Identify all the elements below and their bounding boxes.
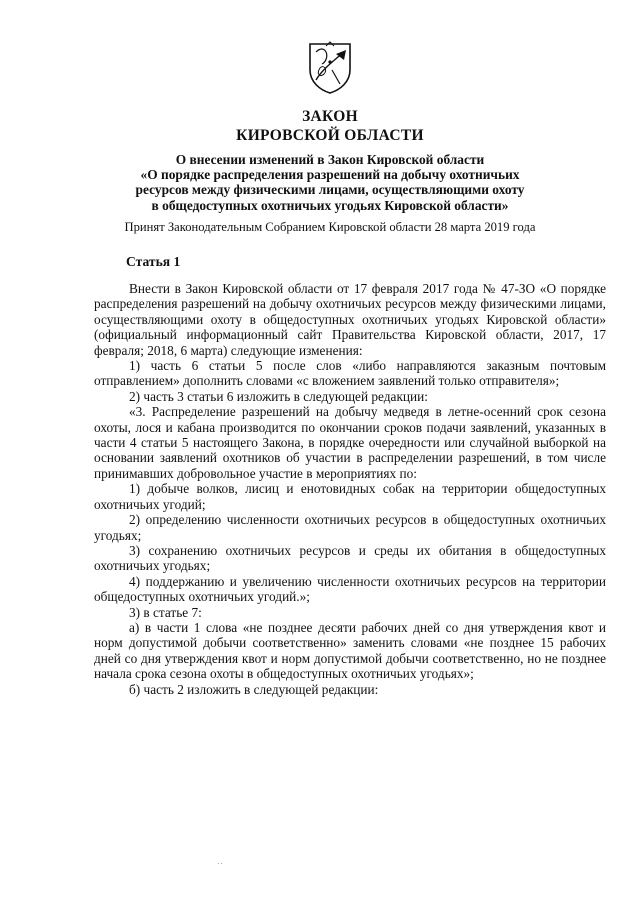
paragraph: Внести в Закон Кировской области от 17 февраля 2017 года № 47-ЗО «О порядке распределения разрешений на добычу охотничьих ресурсов между физическими лицами, осуществляющими охоту в общедоступных охотничьих угодьях Кировской области» (официальный информационный сайт Правительства Кировской области, 2017, 17 февраля; 2018, 6 марта) следующие изменения: xyxy=(94,281,606,358)
paragraph: 1) часть 6 статьи 5 после слов «либо направляются заказным почтовым отправлением» дополнить словами «с вложением заявлений только отправителя»; xyxy=(94,358,606,389)
law-label: ЗАКОН xyxy=(302,108,358,125)
paragraph: 3) сохранению охотничьих ресурсов и среды их обитания в общедоступных охотничьих угодьях; xyxy=(94,542,606,574)
paragraph: 3) в статье 7: xyxy=(129,604,202,620)
subtitle-line: в общедоступных охотничьих угодьях Кировской области» xyxy=(151,197,509,213)
subtitle-line: ресурсов между физическими лицами, осуществляющими охоту xyxy=(135,182,525,198)
paragraph: «3. Распределение разрешений на добычу медведя в летне-осенний срок сезона охоты, лося и кабана производится по окончании сроков подачи заявлений, указанных в части 4 статьи 5 настоящего Закона, в порядке очередности или случайной выборкой на основании заявлений охотников об участии в распределении разрешений, в том числе принимавших добровольное участие в мероприятиях по: xyxy=(94,404,606,481)
paragraph: а) в части 1 слова «не позднее десяти рабочих дней со дня утверждения квот и норм допустимой добычи соответственно» заменить словами «не позднее 15 рабочих дней со дня утверждения квот и норм допустимой добычи соответственно, но не позднее начала срока сезона охоты в общедоступных охотничьих угодьях»; xyxy=(94,619,606,682)
article-heading: Статья 1 xyxy=(126,254,181,269)
paragraph: б) часть 2 изложить в следующей редакции: xyxy=(129,681,379,697)
paragraph: 2) определению численности охотничьих ресурсов в общедоступных охотничьих угодьях; xyxy=(94,512,606,543)
paragraph: 4) поддержанию и увеличению численности охотничьих ресурсов на территории общедоступных охотничьих угодий.»; xyxy=(94,573,606,605)
subtitle-line: О внесении изменений в Закон Кировской области xyxy=(175,152,485,167)
law-body xyxy=(94,281,606,697)
paragraph: 1) добыче волков, лисиц и енотовидных собак на территории общедоступных охотничьих угодий; xyxy=(94,481,606,512)
coat-of-arms-icon xyxy=(306,40,354,94)
footer-marks: ·· xyxy=(217,860,224,868)
paragraph: 2) часть 3 статьи 6 изложить в следующей редакции: xyxy=(129,388,428,404)
subtitle-line: «О порядке распределения разрешений на добычу охотничьих xyxy=(140,167,520,183)
adoption-note: Принят Законодательным Собранием Кировской области 28 марта 2019 года xyxy=(124,220,536,234)
law-subtitle xyxy=(0,152,640,213)
law-title xyxy=(0,107,640,145)
region-label: КИРОВСКОЙ ОБЛАСТИ xyxy=(236,127,424,144)
